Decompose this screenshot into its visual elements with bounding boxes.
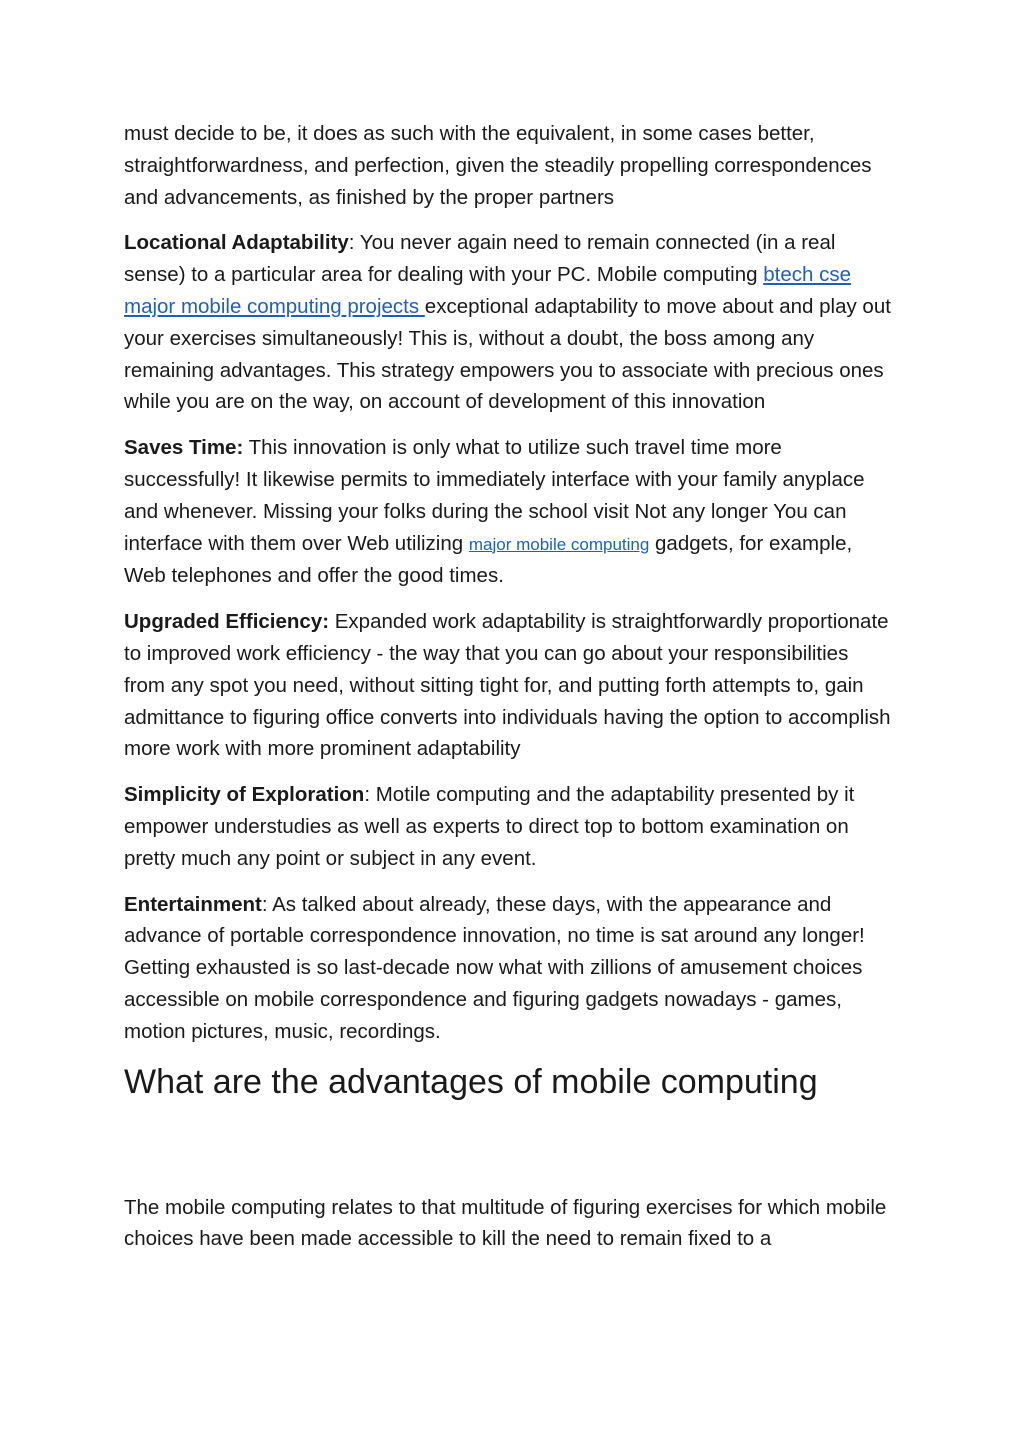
paragraph-text: : As talked about already, these days, with the appearance and advance of portable correspondence innovation, no time is sat around any longer! Getting exhausted is so last-decade now what with zillions of amusement choices accessible on mobile correspondence and figuring gadgets nowadays - games, motion pictures, music, recordings.: [124, 892, 865, 1043]
paragraph-closing: [124, 1192, 894, 1256]
link-btech-cse-projects[interactable]: btech cse major mobile computing projects: [124, 263, 851, 318]
paragraph-saves-time: [124, 432, 894, 592]
paragraph-text: This innovation is only what to utilize such travel time more successfully! It likewise permits to immediately interface with your family anyplace and whenever. Missing your folks during the school visit Not any longer You can interface with them over Web utilizing: [124, 436, 865, 555]
paragraph-text: gadgets, for example, Web telephones and offer the good times.: [124, 531, 853, 588]
paragraph-text: : You never again need to remain connected (in a real sense) to a particular area for dealing with your PC. Mobile computing: [124, 231, 836, 287]
term-saves-time: Saves Time:: [124, 436, 244, 460]
paragraph-text: Expanded work adaptability is straightforwardly proportionate to improved work efficiency - the way that you can go about your responsibilities from any spot you need, without sitting tight for, and putting forth attempts to, gain admittance to figuring office converts into individuals having the option to accomplish more work with more prominent adaptability: [124, 610, 891, 761]
paragraph-upgraded-efficiency: [124, 606, 894, 765]
term-entertainment: Entertainment: [124, 892, 262, 916]
term-locational-adaptability: Locational Adaptability: [124, 231, 349, 255]
paragraph-text: must decide to be, it does as such with the equivalent, in some cases better, straightforwardness, and perfection, given the steadily propelling correspondences and advancements, as finished by the proper partners: [124, 122, 872, 209]
link-major-mobile-computing[interactable]: major mobile computing: [468, 534, 650, 554]
term-upgraded-efficiency: Upgraded Efficiency:: [124, 610, 330, 634]
paragraph-text: : Motile computing and the adaptability presented by it empower understudies as well as experts to direct top to bottom examination on pretty much any point or subject in any event.: [124, 783, 855, 870]
term-simplicity-of-exploration: Simplicity of Exploration: [124, 783, 365, 807]
paragraph-locational-adaptability: [124, 227, 894, 418]
paragraph-text: exceptional adaptability to move about and play out your exercises simultaneously! This is, without a doubt, the boss among any remaining advantages. This strategy empowers you to associate with precious ones while you are on the way, on account of development of this innovation: [124, 294, 891, 414]
paragraph-simplicity-of-exploration: [124, 779, 894, 874]
paragraph-entertainment: [124, 889, 894, 1048]
document-page: [124, 118, 894, 1269]
paragraph-text: The mobile computing relates to that multitude of figuring exercises for which mobile choices have been made accessible to kill the need to remain fixed to a: [124, 1195, 887, 1251]
paragraph-intro: [124, 118, 894, 213]
section-heading: What are the advantages of mobile computing: [124, 1062, 818, 1101]
